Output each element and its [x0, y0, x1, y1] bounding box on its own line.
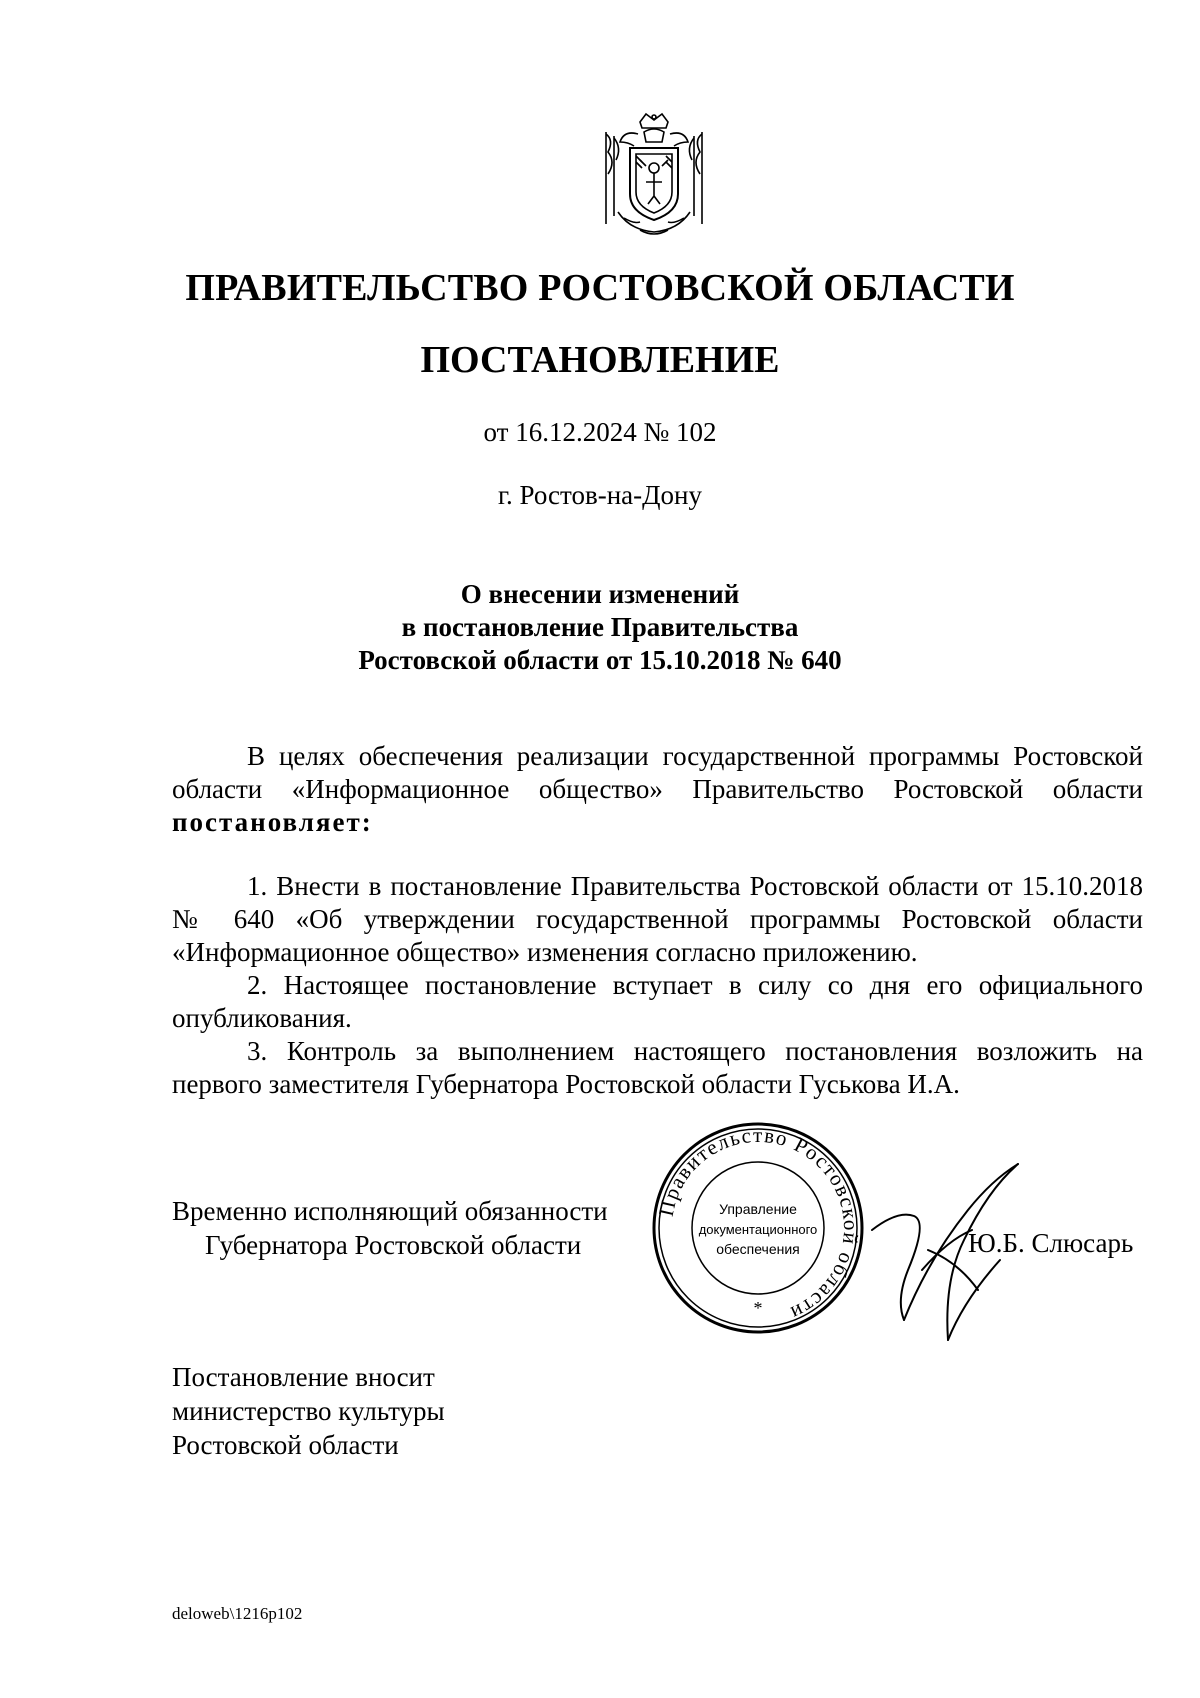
stamp-center-line: документационного: [698, 1222, 818, 1237]
official-stamp: [648, 1118, 868, 1338]
subject-line: Ростовской области от 15.10.2018 № 640: [358, 645, 842, 675]
stamp-seal-icon: [648, 1118, 868, 1338]
subject-line: О внесении изменений: [460, 579, 740, 609]
coat-of-arms-emblem: [600, 112, 708, 240]
organization-title: ПРАВИТЕЛЬСТВО РОСТОВСКОЙ ОБЛАСТИ: [185, 267, 1015, 309]
intro-paragraph: [172, 740, 1143, 839]
stamp-center-line: обеспечения: [716, 1241, 800, 1257]
decree-items: [172, 870, 1143, 1101]
subject-line: в постановление Правительства: [401, 612, 799, 642]
document-subject: [0, 578, 1200, 677]
intro-text: В целях обеспечения реализации государственной программы Ростовской области «Информационное общество» Правительство Ростовской области: [172, 741, 1143, 804]
stamp-center-line: Управление: [719, 1201, 797, 1217]
position-line: Губернатора Ростовской области: [205, 1230, 582, 1260]
document-type: ПОСТАНОВЛЕНИЕ: [420, 339, 780, 381]
decree-item: 2. Настоящее постановление вступает в силу со дня его официального опубликования.: [172, 970, 1143, 1033]
decree-item: 3. Контроль за выполнением настоящего постановления возложить на первого заместителя Губернатора Ростовской области Гуськова И.А.: [172, 1036, 1143, 1099]
coat-of-arms-icon: [600, 112, 708, 240]
author-line: министерство культуры: [172, 1396, 445, 1426]
position-line: Временно исполняющий обязанности: [172, 1196, 608, 1226]
signatory-name: Ю.Б. Слюсарь: [968, 1228, 1134, 1258]
document-city: г. Ростов-на-Дону: [497, 480, 702, 510]
author-line: Постановление вносит: [172, 1362, 435, 1392]
author-line: Ростовской области: [172, 1430, 399, 1460]
document-date-number: от 16.12.2024 № 102: [483, 417, 717, 447]
signatory-position: [172, 1194, 608, 1262]
decree-word: постановляет:: [172, 807, 373, 837]
stamp-ring-text: Правительство Ростовской области: [653, 1122, 864, 1327]
decree-item: 1. Внести в постановление Правительства Ростовской области от 15.10.2018 № 640 «Об утверждении государственной программы Ростовской области «Информационное общество» изменения согласно приложению.: [172, 871, 1143, 967]
document-author: [172, 1360, 445, 1462]
footer-code: deloweb\1216p102: [172, 1604, 303, 1623]
stamp-star: *: [753, 1298, 763, 1318]
